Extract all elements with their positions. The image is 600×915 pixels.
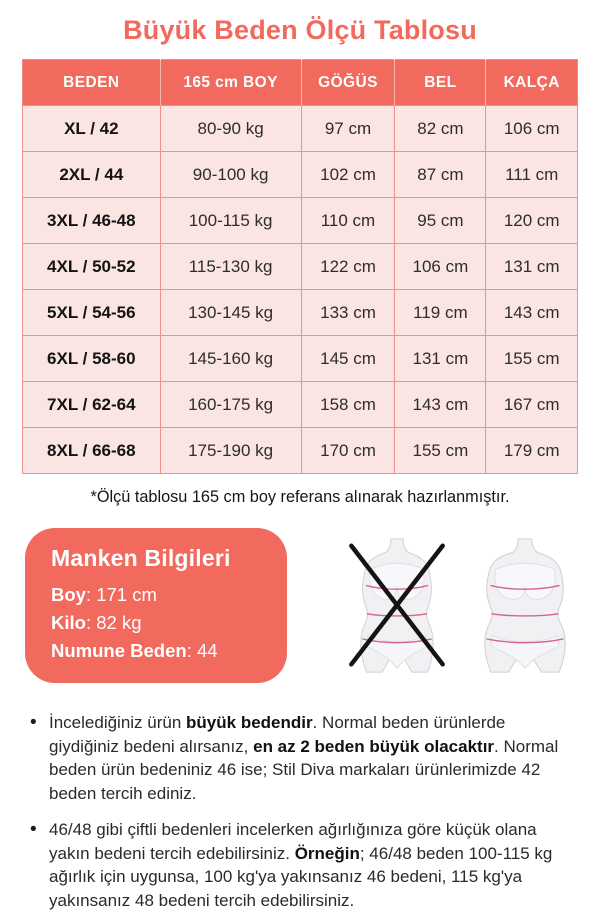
measurement-cell: 82 cm	[395, 106, 486, 152]
size-chart-page	[0, 15, 600, 915]
measurement-cell: 80-90 kg	[160, 106, 301, 152]
table-row	[23, 428, 578, 474]
table-footnote: *Ölçü tablosu 165 cm boy referans alınarak hazırlanmıştır.	[90, 488, 510, 506]
measurement-cell: 131 cm	[486, 244, 578, 290]
size-table-header-row	[23, 60, 578, 106]
plus-size-figure-svg	[474, 537, 576, 675]
measurement-cell: 115-130 kg	[160, 244, 301, 290]
measurement-cell: 111 cm	[486, 152, 578, 198]
note-item: • İncelediğiniz ürün büyük bedendir. Normal beden ürünlerde giydiğiniz bedeni alırsanız, en az 2 beden büyük olacaktır. Normal beden ürün bedeniniz 46 ise; Stil Diva markaları ürünlerimizde 42 beden tercih ediniz.	[30, 711, 578, 805]
model-info-line: Boy: 171 cm	[51, 584, 157, 605]
size-cell: 3XL / 46-48	[23, 198, 161, 244]
measurement-cell: 106 cm	[395, 244, 486, 290]
measurement-cell: 131 cm	[395, 336, 486, 382]
table-row	[23, 382, 578, 428]
page-title: Büyük Beden Ölçü Tablosu	[123, 15, 477, 45]
measurement-cell: 155 cm	[486, 336, 578, 382]
size-cell: 4XL / 50-52	[23, 244, 161, 290]
measurement-cell: 119 cm	[395, 290, 486, 336]
column-header: GÖĞÜS	[301, 60, 395, 106]
table-row	[23, 244, 578, 290]
measurement-cell: 130-145 kg	[160, 290, 301, 336]
size-cell: 8XL / 66-68	[23, 428, 161, 474]
measurement-cell: 167 cm	[486, 382, 578, 428]
column-header: KALÇA	[486, 60, 578, 106]
measurement-cell: 97 cm	[301, 106, 395, 152]
measurement-cell: 143 cm	[486, 290, 578, 336]
column-header: 165 cm BOY	[160, 60, 301, 106]
model-info-line: Numune Beden: 44	[51, 640, 218, 662]
table-row	[23, 290, 578, 336]
measurement-cell: 175-190 kg	[160, 428, 301, 474]
measurement-cell: 160-175 kg	[160, 382, 301, 428]
table-row	[23, 336, 578, 382]
measurement-cell: 145-160 kg	[160, 336, 301, 382]
measurement-cell: 179 cm	[486, 428, 578, 474]
measurement-cell: 102 cm	[301, 152, 395, 198]
model-info-card	[25, 528, 287, 683]
measurement-cell: 95 cm	[395, 198, 486, 244]
measurement-cell: 133 cm	[301, 290, 395, 336]
size-cell: 2XL / 44	[23, 152, 161, 198]
figure-illustrations	[346, 537, 578, 675]
model-info-lines	[51, 581, 263, 665]
table-row	[23, 152, 578, 198]
size-cell: 6XL / 58-60	[23, 336, 161, 382]
column-header: BEDEN	[23, 60, 161, 106]
table-row	[23, 198, 578, 244]
note-item: • 46/48 gibi çiftli bedenleri incelerken ağırlığınıza göre küçük olana yakın bedeni tercih edebilirsiniz. Örneğin; 46/48 beden 100-115 kg ağırlık için uygunsa, 100 kg'ya yakınsanız 46 bedeni, 115 kg'ya yakınsanız 48 bedeni tercih edebilirsiniz.	[30, 818, 578, 912]
measurement-cell: 122 cm	[301, 244, 395, 290]
normal-size-figure-svg	[346, 537, 448, 675]
size-table-head	[23, 60, 578, 106]
size-cell: XL / 42	[23, 106, 161, 152]
measurement-cell: 87 cm	[395, 152, 486, 198]
size-cell: 5XL / 54-56	[23, 290, 161, 336]
measurement-cell: 100-115 kg	[160, 198, 301, 244]
measurement-cell: 155 cm	[395, 428, 486, 474]
size-table	[22, 59, 578, 474]
table-row	[23, 106, 578, 152]
normal-size-figure-crossed-out	[346, 537, 448, 675]
model-info-line: Kilo: 82 kg	[51, 612, 142, 634]
measurement-cell: 110 cm	[301, 198, 395, 244]
measurement-cell: 145 cm	[301, 336, 395, 382]
notes-list	[30, 711, 578, 912]
size-cell: 7XL / 62-64	[23, 382, 161, 428]
plus-size-figure	[474, 537, 576, 675]
size-table-body	[23, 106, 578, 474]
column-header: BEL	[395, 60, 486, 106]
model-info-title: Manken Bilgileri	[51, 545, 231, 571]
model-info-section	[25, 528, 578, 683]
measurement-cell: 143 cm	[395, 382, 486, 428]
measurement-cell: 120 cm	[486, 198, 578, 244]
measurement-cell: 170 cm	[301, 428, 395, 474]
measurement-cell: 106 cm	[486, 106, 578, 152]
measurement-cell: 90-100 kg	[160, 152, 301, 198]
measurement-cell: 158 cm	[301, 382, 395, 428]
